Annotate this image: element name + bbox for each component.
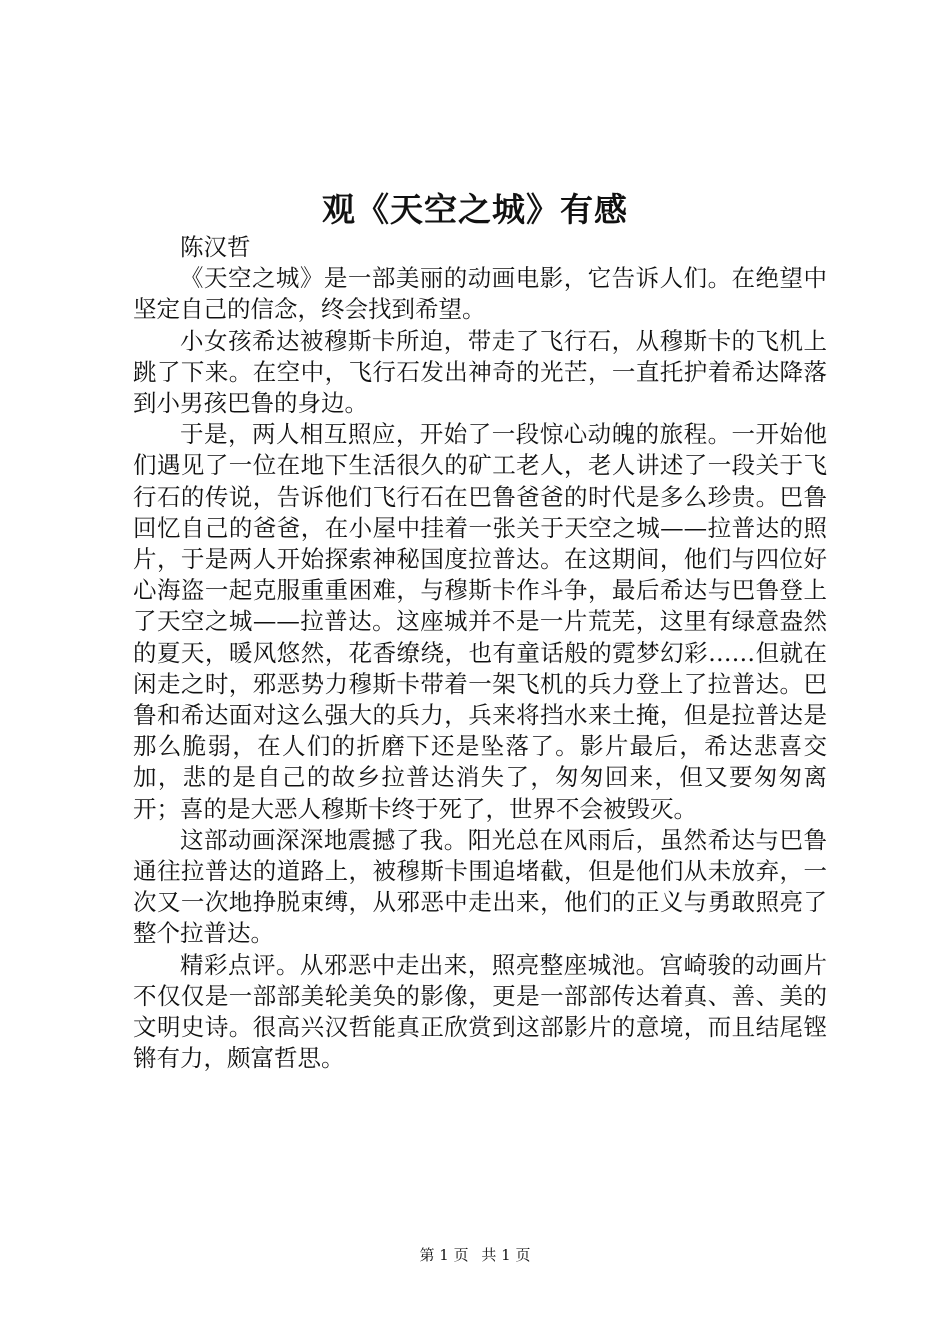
paragraph: 小女孩希达被穆斯卡所迫，带走了飞行石，从穆斯卡的飞机上跳了下来。在空中，飞行石发出神奇的光芒，一直托护着希达降落到小男孩巴鲁的身边。: [133, 326, 827, 418]
author-name: 陈汉哲: [180, 233, 251, 261]
page-total: 共 1 页: [481, 1246, 531, 1264]
page-footer: [0, 1244, 950, 1265]
paragraph: 这部动画深深地震撼了我。阳光总在风雨后，虽然希达与巴鲁通往拉普达的道路上，被穆斯卡围追堵截，但是他们从未放弃，一次又一次地挣脱束缚，从邪恶中走出来，他们的正义与勇敢照亮了整个拉普达。: [133, 825, 827, 948]
paragraph: 于是，两人相互照应，开始了一段惊心动魄的旅程。一开始他们遇见了一位在地下生活很久的矿工老人，老人讲述了一段关于飞行石的传说，告诉他们飞行石在巴鲁爸爸的时代是多么珍贵。巴鲁回忆自己的爸爸，在小屋中挂着一张关于天空之城——拉普达的照片，于是两人开始探索神秘国度拉普达。在这期间，他们与四位好心海盗一起克服重重困难，与穆斯卡作斗争，最后希达与巴鲁登上了天空之城——拉普达。这座城并不是一片荒芜，这里有绿意盎然的夏天，暖风悠然，花香缭绕，也有童话般的霓梦幻彩……但就在闲走之时，邪恶势力穆斯卡带着一架飞机的兵力登上了拉普达。巴鲁和希达面对这么强大的兵力，兵来将挡水来土掩，但是拉普达是那么脆弱，在人们的折磨下还是坠落了。影片最后，希达悲喜交加，悲的是自己的故乡拉普达消失了，匆匆回来，但又要匆匆离开；喜的是大恶人穆斯卡终于死了，世界不会被毁灭。: [133, 420, 827, 823]
document-body: [133, 232, 827, 1074]
document-title: 观《天空之城》有感: [322, 190, 628, 229]
page-number: 第 1 页: [419, 1246, 469, 1264]
paragraph: 精彩点评。从邪恶中走出来，照亮整座城池。宫崎骏的动画片不仅仅是一部部美轮美奂的影像，更是一部部传达着真、善、美的文明史诗。很高兴汉哲能真正欣赏到这部影片的意境，而且结尾铿锵有力，颇富哲思。: [133, 950, 827, 1073]
paragraph: 《天空之城》是一部美丽的动画电影，它告诉人们。在绝望中坚定自己的信念，终会找到希望。: [133, 264, 827, 324]
